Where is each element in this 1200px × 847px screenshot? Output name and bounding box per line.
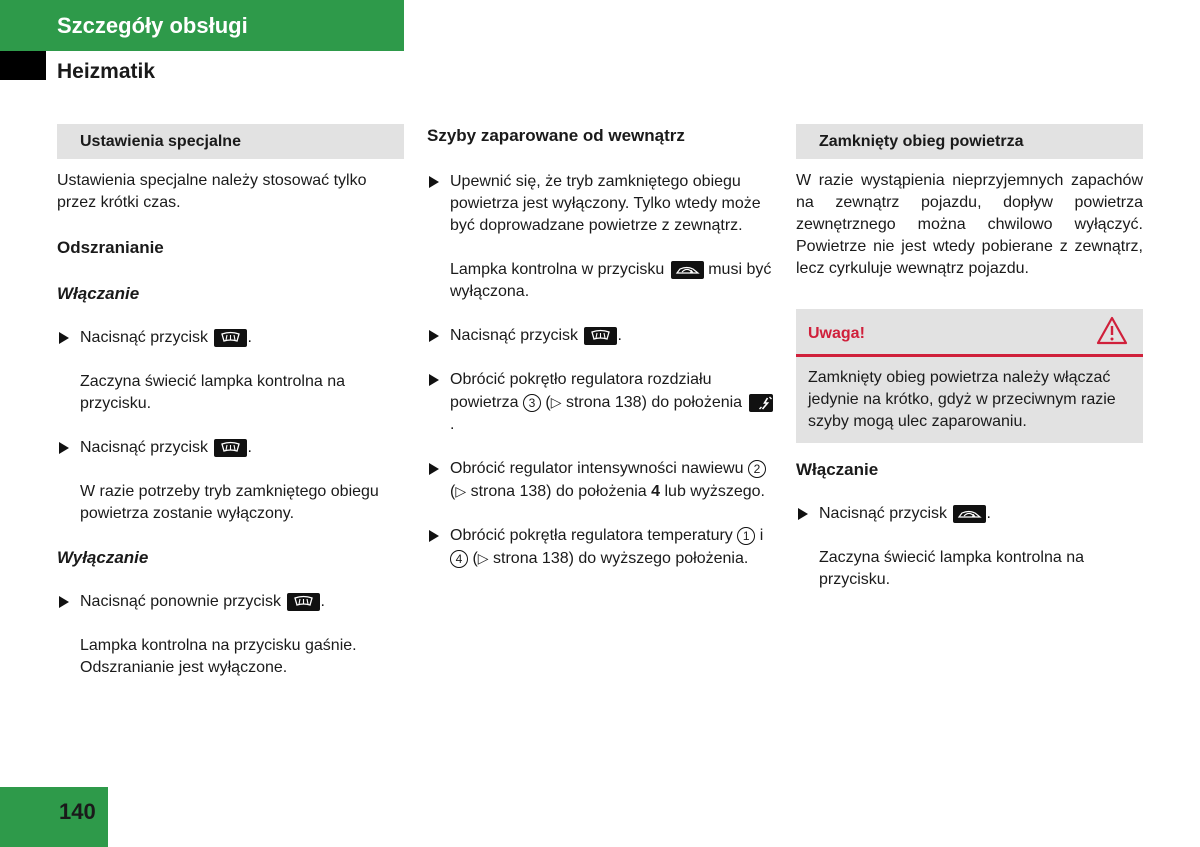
step-text: Nacisnąć przycisk — [80, 439, 209, 456]
page-number: 140 — [59, 799, 96, 824]
control-number-badge: 4 — [450, 550, 468, 568]
recirculation-button-icon — [671, 261, 704, 279]
step-arrow-icon — [429, 530, 439, 542]
warning-label: Uwaga! — [808, 325, 865, 342]
step-item: Nacisnąć przycisk . — [57, 437, 404, 459]
step-item: Obrócić pokrętło regulatora rozdziału powietrza 3 (▷ strona 138) do położenia . — [427, 369, 774, 436]
step-item: Obrócić regulator intensywności nawiewu 2 (▷ strona 138) do położenia 4 lub wyższego. — [427, 458, 774, 503]
note-text: Lampka kontrolna w przycisku — [450, 261, 665, 278]
step-arrow-icon — [429, 374, 439, 386]
windshield-airflow-icon — [749, 394, 773, 412]
step-text: Obrócić pokrętło regulatora rozdziału powietrza — [450, 371, 712, 411]
step-arrow-icon — [429, 463, 439, 475]
defrost-button-icon — [287, 593, 320, 611]
step-text: lub wyższego. — [664, 483, 765, 500]
step-arrow-icon — [59, 332, 69, 344]
heading-on: Włączanie — [796, 460, 879, 479]
step-text: Upewnić się, że tryb zamkniętego obiegu powietrza jest wyłączony. Tylko wtedy może być doprowadzane powietrze z zewnątrz. — [450, 173, 761, 234]
control-number-badge: 2 — [748, 460, 766, 478]
step-result: Lampka kontrolna na przycisku gaśnie. Odszranianie jest wyłączone. — [80, 637, 357, 676]
step-text: Nacisnąć ponownie przycisk — [80, 593, 281, 610]
step-item: Nacisnąć przycisk . — [427, 325, 774, 347]
defrost-button-icon — [214, 439, 247, 457]
step-arrow-icon — [59, 442, 69, 454]
step-result: W razie potrzeby tryb zamkniętego obiegu powietrza zostanie wyłączony. — [80, 483, 379, 522]
step-arrow-icon — [429, 330, 439, 342]
heading-fogged-windows: Szyby zaparowane od wewnątrz — [427, 126, 685, 145]
warning-box — [796, 309, 1143, 443]
step-text: Obrócić pokrętła regulatora temperatury — [450, 527, 733, 544]
section-header — [0, 0, 404, 51]
defrost-button-icon — [214, 329, 247, 347]
heading-off: Wyłączanie — [57, 548, 149, 567]
step-item: Nacisnąć ponownie przycisk . — [57, 591, 404, 613]
step-arrow-icon — [59, 596, 69, 608]
heading-on: Włączanie — [57, 284, 140, 303]
step-item: Nacisnąć przycisk . — [57, 327, 404, 349]
page-ref-arrow-icon: ▷ — [455, 483, 467, 499]
heading-defrost: Odszranianie — [57, 238, 164, 257]
page-ref-arrow-icon: ▷ — [477, 550, 489, 566]
page-number-box — [0, 787, 108, 847]
intro-text: Ustawienia specjalne należy stosować tylko przez krótki czas. — [57, 172, 367, 211]
section-bar-recirculation: Zamknięty obieg powietrza — [796, 124, 1143, 159]
step-text: strona 138) do położenia — [470, 483, 647, 500]
section-bar-special-settings: Ustawienia specjalne — [57, 124, 404, 159]
warning-header — [796, 309, 1143, 357]
step-note — [427, 259, 774, 303]
column-right — [796, 124, 1143, 591]
page-ref-arrow-icon: ▷ — [550, 394, 562, 410]
section-title: Szczegóły obsługi — [57, 13, 248, 38]
step-text: strona 138) do położenia — [565, 394, 743, 411]
position-value: 4 — [651, 483, 661, 500]
step-arrow-icon — [429, 176, 439, 188]
warning-triangle-icon — [1095, 315, 1129, 347]
step-text: Nacisnąć przycisk — [450, 327, 579, 344]
step-text: Nacisnąć przycisk — [80, 329, 209, 346]
intro-text: W razie wystąpienia nieprzyjemnych zapachów na zewnątrz pojazdu, dopływ powietrza zewnętrznego można chwilowo wyłączyć. Powietrze nie jest wtedy pobierane z zewnątrz, lecz cyrkuluje wewnątrz pojazdu. — [796, 172, 1143, 277]
control-number-badge: 3 — [523, 394, 541, 412]
step-result: Zaczyna świecić lampka kontrolna na przycisku. — [80, 373, 346, 412]
recirculation-button-icon — [953, 505, 986, 523]
step-item: Nacisnąć przycisk . — [796, 503, 1143, 525]
step-result: Zaczyna świecić lampka kontrolna na przycisku. — [819, 549, 1085, 588]
warning-text: Zamknięty obieg powietrza należy włączać jedynie na krótko, gdyż w przeciwnym razie szyby mogą ulec zaparowaniu. — [808, 369, 1116, 430]
step-item: Obrócić pokrętła regulatora temperatury 1 i 4 (▷ strona 138) do wyższego położenia. — [427, 525, 774, 570]
step-text: strona 138) do wyższego położenia. — [493, 550, 749, 567]
column-middle — [427, 124, 774, 570]
page-subtitle: Heizmatik — [57, 60, 156, 83]
note-text: musi być wyłączona. — [450, 261, 772, 300]
step-text: i — [759, 527, 764, 544]
control-number-badge: 1 — [737, 527, 755, 545]
defrost-button-icon — [584, 327, 617, 345]
header-marker — [0, 51, 46, 80]
step-item — [427, 171, 774, 237]
step-text: Nacisnąć przycisk — [819, 505, 948, 522]
step-text: Obrócić regulator intensywności nawiewu — [450, 460, 744, 477]
column-left — [57, 124, 404, 679]
step-arrow-icon — [798, 508, 808, 520]
